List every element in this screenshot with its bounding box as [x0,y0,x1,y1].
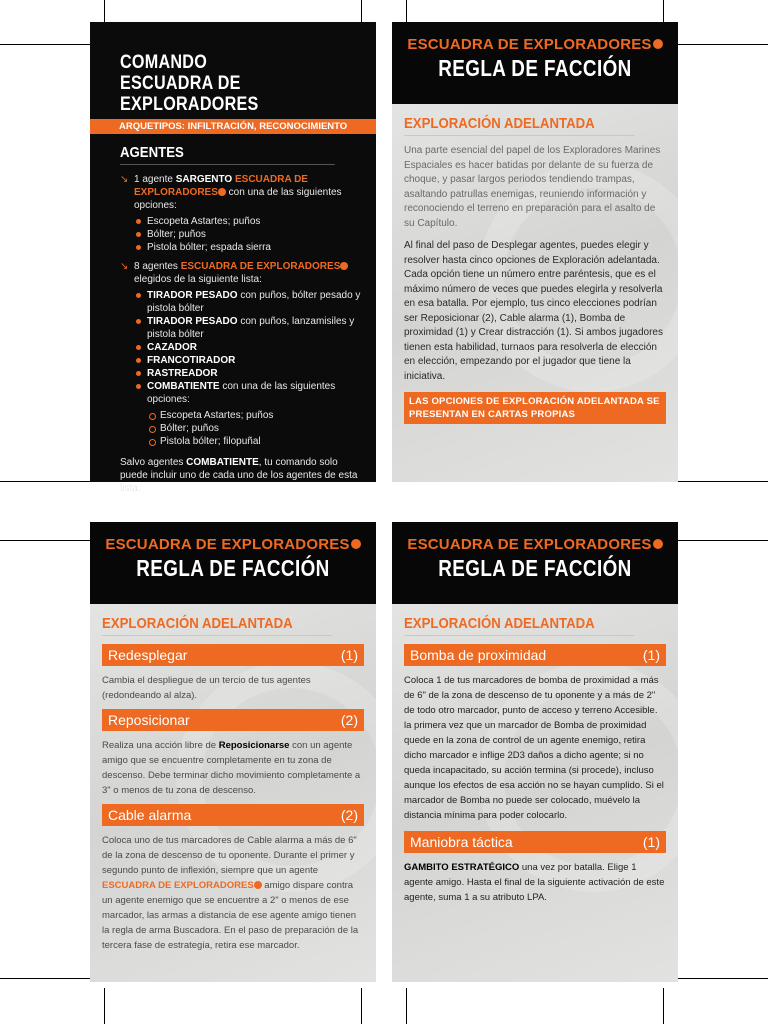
list-item: Bólter; puños [134,228,364,241]
arrow-icon: ↘ [120,174,129,185]
crop-mark [663,988,664,1024]
faction-name: ESCUADRA DE EXPLORADORES [100,536,366,553]
option-text: Coloca 1 de tus marcadores de bomba de proximidad a más de 6" de la zona de descenso de tu oponente y a más de 2" de todo otro marcador, punto de acceso y terreno Accesible. la primera vez que un marcador de Bomba de proximidad quede en la zona de control de un agente enemigo, retira dicho marcador e inflige 2D3 daños a dicho agente; si no queda incapacitado, su acción termina (si procede), incluso aunque los efectos de esa acción no se hayan cumplido. Si el marcador de Bomba no puede ser colocado, muévelo la distancia mínima para poder colocarlo. [404,675,664,821]
crop-mark [678,44,768,45]
card-title: ESCUADRA DE EXPLORADORES [120,73,259,115]
rule-title: REGLA DE FACCIÓN [438,55,632,81]
rule-title: REGLA DE FACCIÓN [438,555,632,581]
list-item: TIRADOR PESADO con puños, lanzamisiles y pistola bólter [134,315,364,341]
option-text: Coloca uno de tus marcadores de Cable alarma a más de 6" de la zona de descenso de tu oponente. Durante el primer y segundo punto de inflexión, siempre que un agente ESCUADRA DE EXPLORADORES amigo dispare contra un agente enemigo que se encuentre a 2" o menos de ese marcador, las armas a distancia de ese agente amigo tienen la regla de arma Buscadora. En el paso de preparación de la tercera fase de estrategia, retira ese marcador. [102,835,359,951]
faction-dot-icon [653,39,663,49]
arrow-icon: ↘ [120,261,129,272]
roster-footnote: Salvo agentes COMBATIENTE, tu comando solo puede incluir uno de cada uno de los agentes de esta lista. [120,457,358,494]
sub-option-list [147,409,364,448]
crop-mark [361,988,362,1024]
agents-heading: AGENTES [120,144,335,165]
rule-text: Al final del paso de Desplegar agentes, puedes elegir y resolver hasta cinco opciones de Exploración adelantada. Cada opción tiene un número entre paréntesis, que es el máximo número de veces que puedes elegirla y resolverla en esa batalla. Por ejemplo, tus cinco elecciones podrían ser Reposicionar (2), Cable alarma (1), Bomba de proximidad (1) y Crear distracción (1). Si ambos jugadores tienen esta habilidad, turnaos para resolverla de elección en elección, empezando por el jugador que tiene la iniciativa. [404,240,663,382]
option-text: GAMBITO ESTRATÉGICO una vez por batalla. Elige 1 agente amigo. Hasta el final de la siguiente activación de este agente, suma 1 a su atributo LPA. [404,862,665,903]
crop-mark [406,988,407,1024]
flavor-text: Una parte esencial del papel de los Exploradores Marines Espaciales es hacer batidas por delante de su fuerza de choque, y pasar largos periodos tendiendo trampas, asaltando patrullas enemigas, reuniendo información y reconociendo el terreno en preparación para el asalto de su Capítulo. [404,145,661,229]
faction-dot-icon [351,539,361,549]
option-bomba-de-proximidad: Bomba de proximidad (1) [404,644,666,666]
card-header [392,22,678,104]
option-reposicionar: Reposicionar (2) [102,709,364,731]
list-item: Escopeta Astartes; puños [147,409,364,422]
option-redesplegar: Redesplegar (1) [102,644,364,666]
rule-title: REGLA DE FACCIÓN [136,555,330,581]
option-cable-alarma: Cable alarma (2) [102,804,364,826]
list-item: Bólter; puños [147,422,364,435]
list-item: COMBATIENTE con una de las siguientes opciones: Escopeta Astartes; puños Bólter; puños Pistola bólter; filopuñal [134,380,364,448]
faction-dot-icon [653,539,663,549]
section-title: EXPLORACIÓN ADELANTADA [404,115,635,136]
agent-list [134,289,364,448]
faction-name: ESCUADRA DE EXPLORADORES [402,36,668,53]
agent-entry: ↘ 1 agente SARGENTO ESCUADRA DE EXPLORADORES con una de las siguientes opciones: Escopeta Astartes; puños Bólter; puños Pistola bólter; espada sierra [120,173,364,254]
crop-mark [678,978,768,979]
section-title: EXPLORACIÓN ADELANTADA [102,615,333,636]
card-title: COMANDO [120,52,208,73]
option-list [134,215,364,254]
card-header [90,522,376,604]
faction-rule-card [392,22,678,482]
options-card [90,522,376,982]
crop-mark [0,44,90,45]
crop-mark [0,540,90,541]
faction-dot-icon [254,881,262,889]
note-box: LAS OPCIONES DE EXPLORACIÓN ADELANTADA SE PRESENTAN EN CARTAS PROPIAS [404,392,666,424]
agent-entry: ↘ 8 agentes ESCUADRA DE EXPLORADORES elegidos de la siguiente lista: TIRADOR PESADO con puños, bólter pesado y pistola bólter TIRADOR PESADO con puños, lanzamisiles y pistola bólter CAZADOR FRANCOTIRADOR RASTREADOR COMBATIENTE con una de las siguientes opciones: Escopeta Astartes; puños Bólter; puños Pistola bólter; filopuñal [120,260,364,448]
list-item: Escopeta Astartes; puños [134,215,364,228]
faction-name: ESCUADRA DE EXPLORADORES [402,536,668,553]
crop-mark [0,481,90,482]
list-item: Pistola bólter; espada sierra [134,241,364,254]
roster-card [90,22,376,494]
crop-mark [678,481,768,482]
option-text: Realiza una acción libre de Reposicionarse con un agente amigo que se encuentre completamente en tu zona de descenso. Debe terminar dicho movimiento completamente a 3" o menos de tu zona de descenso. [102,740,361,796]
crop-mark [0,978,90,979]
list-item: FRANCOTIRADOR [134,354,364,367]
crop-mark [678,540,768,541]
crop-mark [104,988,105,1024]
archetypes-bar: ARQUETIPOS: INFILTRACIÓN, RECONOCIMIENTO [90,119,376,134]
card-header [392,522,678,604]
faction-dot-icon [340,262,348,270]
option-maniobra-tactica: Maniobra táctica (1) [404,831,666,853]
list-item: CAZADOR [134,341,364,354]
faction-dot-icon [218,188,226,196]
options-card [392,522,678,982]
option-text: Cambia el despliegue de un tercio de tus agentes (redondeando al alza). [102,675,311,701]
section-title: EXPLORACIÓN ADELANTADA [404,615,635,636]
list-item: Pistola bólter; filopuñal [147,435,364,448]
list-item: RASTREADOR [134,367,364,380]
list-item: TIRADOR PESADO con puños, bólter pesado y pistola bólter [134,289,364,315]
